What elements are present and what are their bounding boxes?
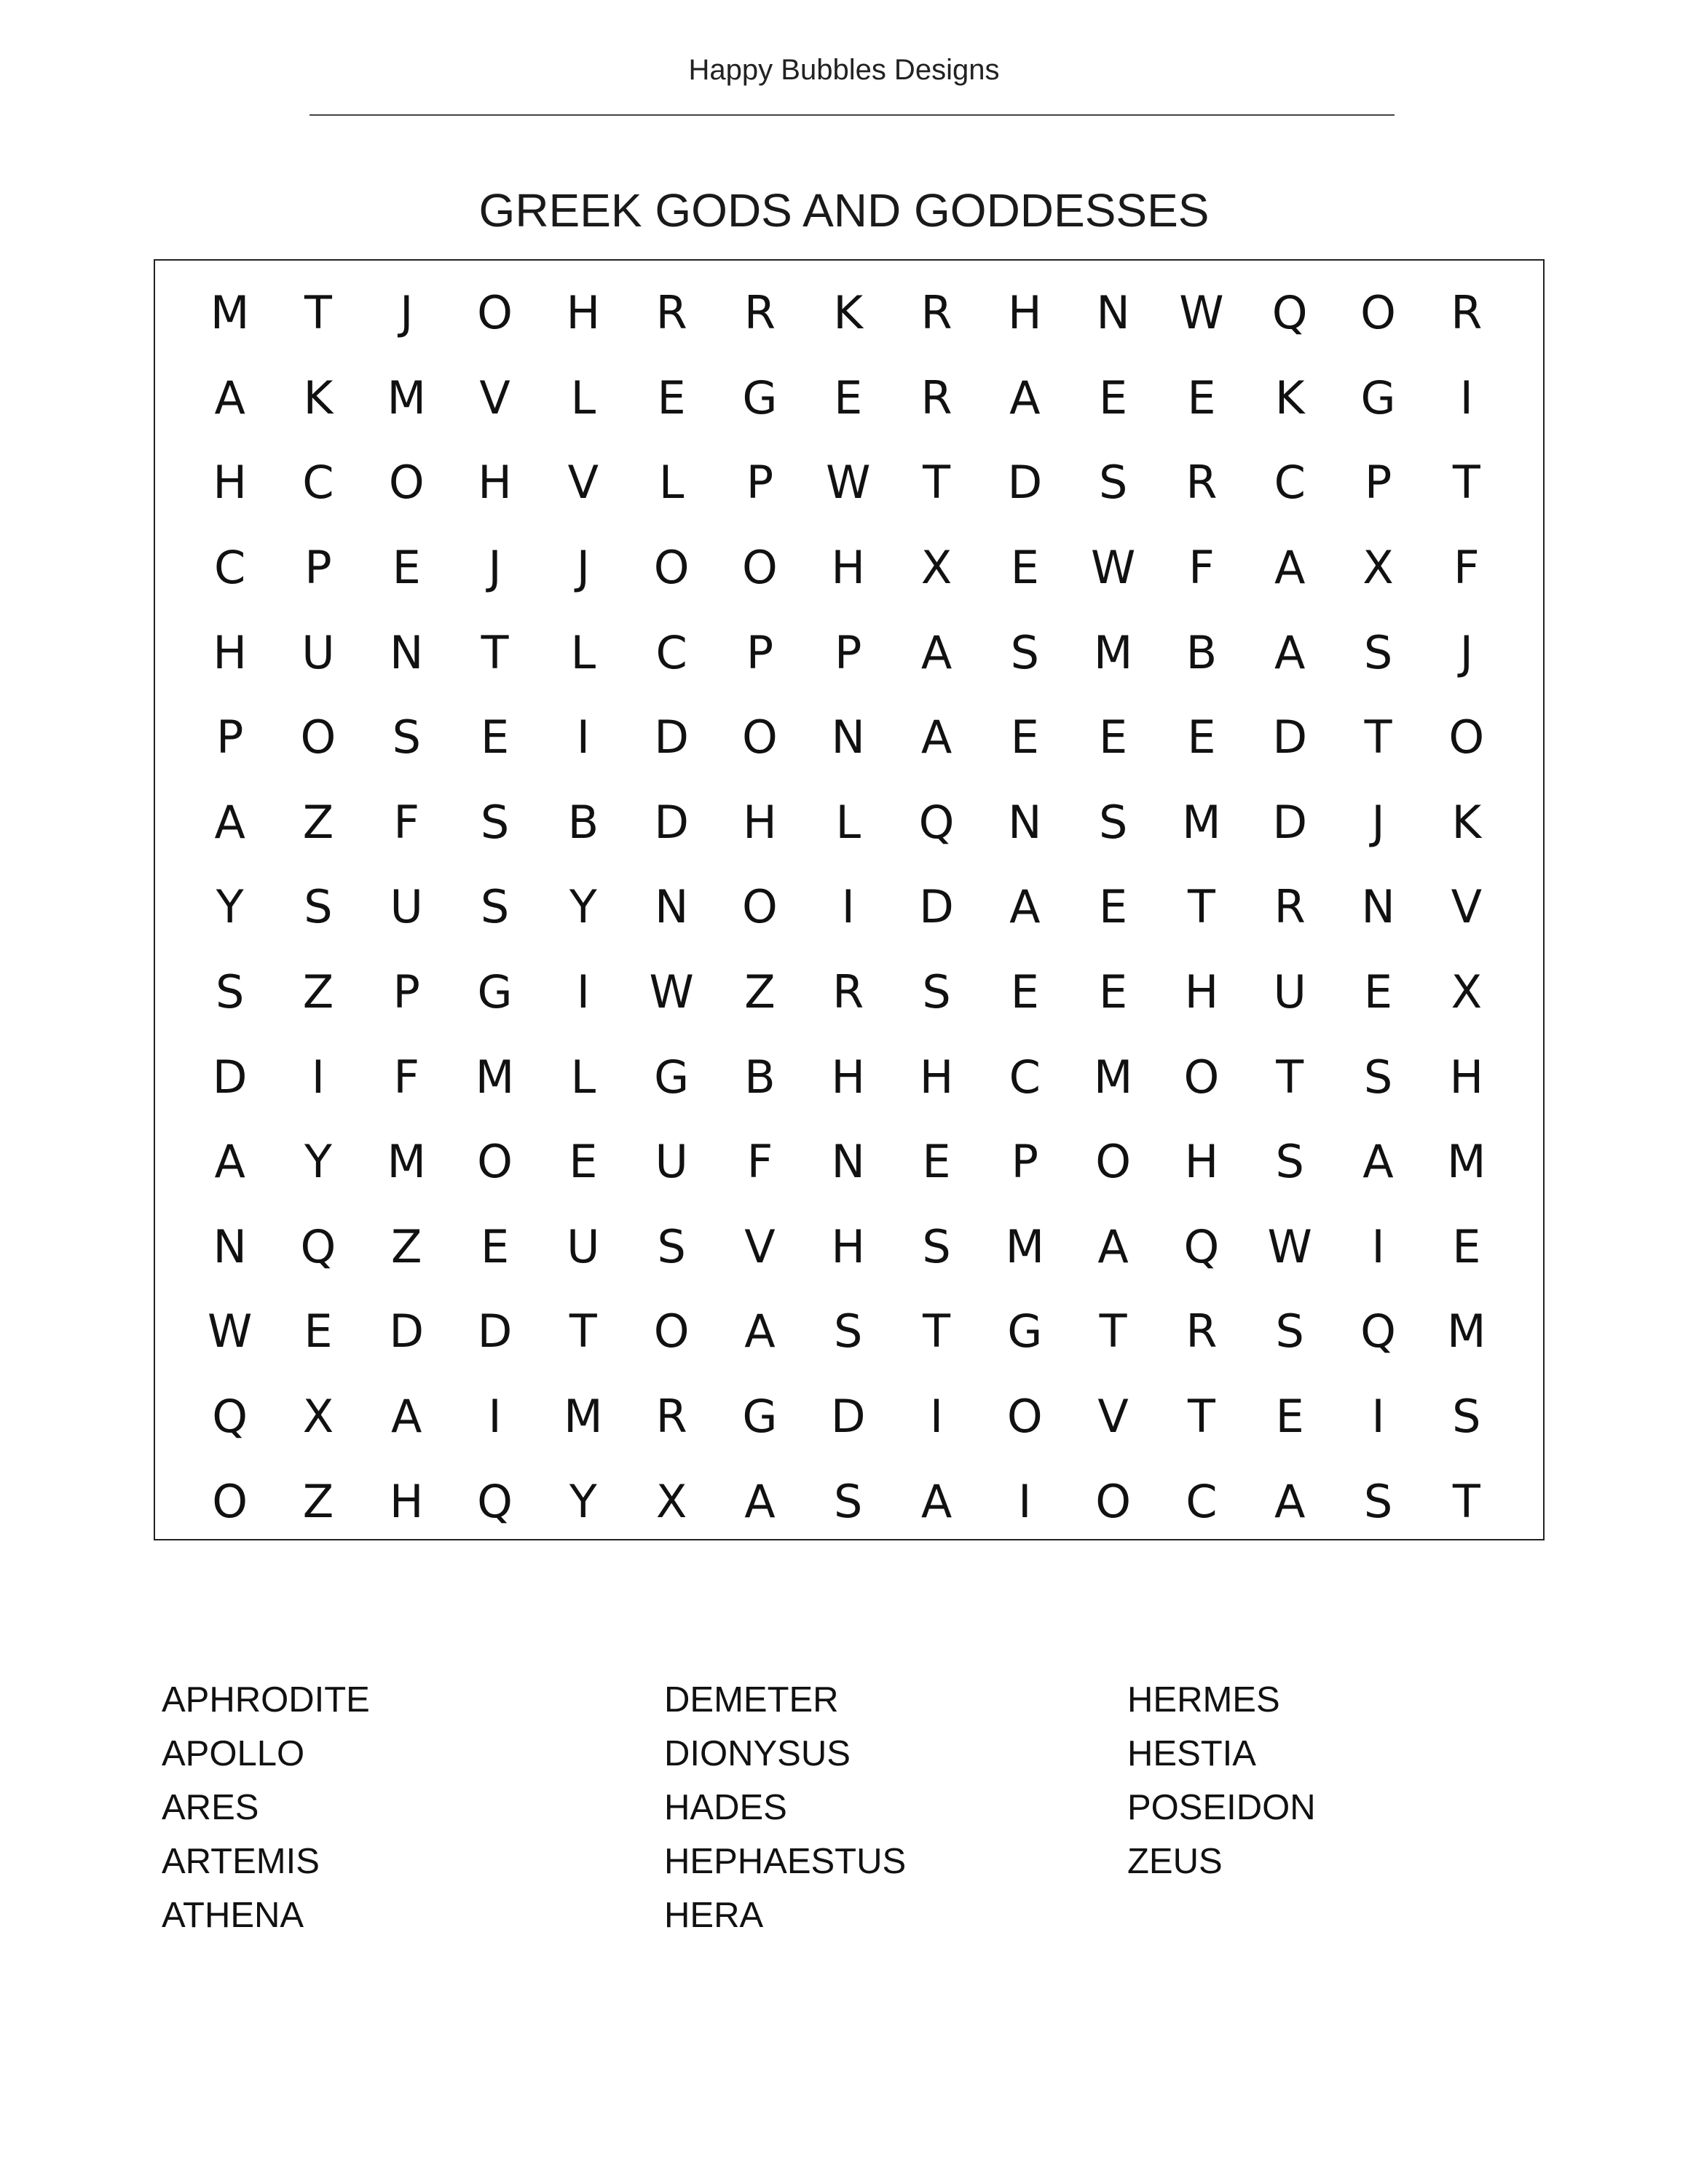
grid-letter[interactable]: Z: [744, 965, 776, 1019]
grid-letter[interactable]: A: [1009, 880, 1041, 934]
grid-letter[interactable]: I: [1459, 371, 1473, 424]
word-list-item: POSEIDON: [1127, 1788, 1316, 1827]
grid-letter[interactable]: R: [655, 286, 687, 340]
grid-letter[interactable]: R: [832, 965, 864, 1019]
grid-letter[interactable]: P: [746, 625, 774, 679]
grid-letter[interactable]: I: [311, 1050, 326, 1104]
grid-letter[interactable]: K: [1274, 371, 1305, 424]
grid-letter[interactable]: E: [569, 1135, 598, 1189]
grid-letter[interactable]: D: [477, 1305, 513, 1358]
grid-letter[interactable]: W: [1179, 286, 1224, 340]
grid-letter[interactable]: A: [1362, 1135, 1394, 1189]
grid-letter[interactable]: H: [831, 1219, 866, 1273]
grid-letter[interactable]: O: [1448, 711, 1485, 764]
grid-letter[interactable]: G: [654, 1050, 690, 1104]
grid-letter[interactable]: M: [1093, 625, 1133, 679]
grid-letter[interactable]: W: [207, 1305, 253, 1358]
grid-letter[interactable]: P: [216, 711, 244, 764]
grid-letter[interactable]: K: [833, 286, 864, 340]
grid-letter[interactable]: P: [746, 456, 774, 510]
grid-letter[interactable]: R: [655, 1390, 687, 1444]
grid-letter[interactable]: S: [1275, 1135, 1304, 1189]
grid-letter[interactable]: A: [1009, 371, 1041, 424]
grid-letter[interactable]: T: [569, 1305, 597, 1358]
grid-letter[interactable]: O: [300, 711, 336, 764]
grid-letter[interactable]: C: [655, 625, 687, 679]
grid-letter[interactable]: D: [212, 1050, 248, 1104]
grid-letter[interactable]: L: [658, 456, 685, 510]
grid-letter[interactable]: I: [929, 1390, 944, 1444]
grid-letter[interactable]: S: [1363, 625, 1393, 679]
grid-letter[interactable]: A: [920, 625, 953, 679]
grid-letter[interactable]: M: [1447, 1305, 1486, 1358]
grid-letter[interactable]: U: [390, 880, 423, 934]
grid-letter[interactable]: R: [744, 286, 776, 340]
grid-letter[interactable]: J: [400, 286, 414, 340]
word-list-column-3: [1127, 1673, 1316, 1888]
grid-letter[interactable]: U: [301, 625, 335, 679]
grid-letter[interactable]: T: [1187, 1390, 1215, 1444]
grid-letter[interactable]: V: [567, 456, 599, 510]
grid-letter[interactable]: N: [831, 711, 865, 764]
grid-letter[interactable]: O: [477, 286, 513, 340]
grid-letter[interactable]: H: [831, 1050, 866, 1104]
grid-letter[interactable]: M: [387, 1135, 426, 1189]
grid-letter[interactable]: T: [1452, 1474, 1480, 1528]
grid-letter[interactable]: H: [213, 625, 247, 679]
grid-letter[interactable]: S: [1363, 1050, 1393, 1104]
grid-letter[interactable]: S: [392, 711, 421, 764]
grid-letter[interactable]: P: [1364, 456, 1392, 510]
grid-letter[interactable]: Q: [1360, 1305, 1396, 1358]
grid-letter[interactable]: Z: [391, 1219, 422, 1273]
grid-letter[interactable]: G: [1360, 371, 1396, 424]
grid-letter[interactable]: I: [576, 965, 590, 1019]
grid-letter[interactable]: B: [1186, 625, 1218, 679]
grid-letter[interactable]: W: [1267, 1219, 1312, 1273]
grid-letter[interactable]: H: [478, 456, 512, 510]
grid-letter[interactable]: E: [834, 371, 863, 424]
grid-letter[interactable]: S: [304, 880, 333, 934]
grid-letter[interactable]: M: [1182, 795, 1221, 849]
grid-letter[interactable]: D: [389, 1305, 425, 1358]
grid-letter[interactable]: A: [1274, 625, 1306, 679]
word-list-item: HERMES: [1127, 1680, 1280, 1720]
word-list-item: HESTIA: [1127, 1734, 1256, 1773]
grid-letter[interactable]: H: [566, 286, 601, 340]
grid-letter[interactable]: S: [922, 1219, 951, 1273]
grid-letter[interactable]: V: [1451, 880, 1483, 934]
grid-letter[interactable]: M: [475, 1050, 515, 1104]
grid-letter[interactable]: Q: [300, 1219, 336, 1273]
brand-header: Happy Bubbles Designs: [688, 54, 1000, 86]
grid-letter[interactable]: E: [480, 1219, 510, 1273]
grid-letter[interactable]: H: [831, 541, 866, 595]
grid-letter[interactable]: N: [1096, 286, 1130, 340]
grid-letter[interactable]: I: [1018, 1474, 1032, 1528]
grid-letter[interactable]: N: [1008, 795, 1042, 849]
grid-letter[interactable]: E: [1099, 711, 1128, 764]
grid-letter[interactable]: P: [393, 965, 420, 1019]
grid-letter[interactable]: R: [920, 286, 953, 340]
grid-letter[interactable]: J: [1459, 625, 1473, 679]
grid-letter[interactable]: A: [391, 1390, 422, 1444]
grid-letter[interactable]: M: [1093, 1050, 1133, 1104]
grid-letter[interactable]: Y: [304, 1135, 332, 1189]
grid-letter[interactable]: E: [392, 541, 421, 595]
grid-letter[interactable]: N: [1361, 880, 1395, 934]
grid-letter[interactable]: E: [1010, 965, 1039, 1019]
grid-letter[interactable]: T: [481, 625, 509, 679]
grid-letter[interactable]: X: [1362, 541, 1394, 595]
grid-letter[interactable]: O: [1095, 1135, 1132, 1189]
word-list-item: DIONYSUS: [664, 1734, 851, 1773]
grid-letter[interactable]: B: [567, 795, 599, 849]
grid-letter[interactable]: C: [1009, 1050, 1041, 1104]
grid-letter[interactable]: D: [654, 795, 689, 849]
grid-letter[interactable]: T: [1364, 711, 1392, 764]
grid-letter[interactable]: A: [1274, 1474, 1306, 1528]
header-divider: [309, 114, 1395, 116]
grid-letter[interactable]: R: [1274, 880, 1306, 934]
word-list-item: ARTEMIS: [162, 1842, 320, 1881]
grid-letter[interactable]: T: [304, 286, 332, 340]
grid-letter[interactable]: O: [653, 541, 690, 595]
grid-letter[interactable]: N: [213, 1219, 247, 1273]
word-list-column-2: [664, 1673, 906, 1942]
grid-letter[interactable]: S: [215, 965, 245, 1019]
grid-letter[interactable]: A: [214, 795, 245, 849]
grid-letter[interactable]: H: [1008, 286, 1042, 340]
grid-letter[interactable]: J: [488, 541, 502, 595]
grid-letter[interactable]: I: [1371, 1219, 1385, 1273]
grid-letter[interactable]: E: [1010, 541, 1039, 595]
grid-letter[interactable]: F: [393, 1050, 420, 1104]
word-list-item: HERA: [664, 1896, 764, 1935]
grid-letter[interactable]: Q: [477, 1474, 513, 1528]
grid-letter[interactable]: S: [834, 1305, 863, 1358]
grid-letter[interactable]: E: [304, 1305, 333, 1358]
grid-letter[interactable]: D: [919, 880, 954, 934]
grid-letter[interactable]: E: [1187, 711, 1216, 764]
grid-letter[interactable]: N: [390, 625, 424, 679]
word-list-item: HADES: [664, 1788, 787, 1827]
grid-letter[interactable]: D: [1272, 795, 1308, 849]
grid-letter[interactable]: Y: [216, 880, 244, 934]
grid-letter[interactable]: E: [1010, 711, 1039, 764]
grid-letter[interactable]: Q: [918, 795, 955, 849]
grid-letter[interactable]: W: [1090, 541, 1136, 595]
grid-letter[interactable]: F: [1453, 541, 1480, 595]
grid-letter[interactable]: C: [1274, 456, 1306, 510]
grid-letter[interactable]: O: [1183, 1050, 1220, 1104]
grid-letter[interactable]: H: [919, 1050, 954, 1104]
grid-letter[interactable]: A: [920, 1474, 953, 1528]
grid-letter[interactable]: A: [214, 1135, 245, 1189]
grid-letter[interactable]: W: [826, 456, 871, 510]
grid-letter[interactable]: Z: [302, 965, 334, 1019]
grid-letter[interactable]: U: [1273, 965, 1306, 1019]
grid-letter[interactable]: S: [1363, 1474, 1393, 1528]
grid-letter[interactable]: H: [1449, 1050, 1484, 1104]
grid-letter[interactable]: N: [831, 1135, 865, 1189]
grid-letter[interactable]: A: [214, 371, 245, 424]
grid-letter[interactable]: U: [567, 1219, 600, 1273]
grid-letter[interactable]: P: [835, 625, 862, 679]
grid-letter[interactable]: C: [214, 541, 246, 595]
grid-letter[interactable]: Q: [212, 1390, 248, 1444]
grid-letter[interactable]: S: [834, 1474, 863, 1528]
grid-letter[interactable]: V: [744, 1219, 776, 1273]
grid-letter[interactable]: R: [1451, 286, 1483, 340]
grid-letter[interactable]: W: [649, 965, 694, 1019]
grid-letter[interactable]: K: [303, 371, 334, 424]
grid-letter[interactable]: H: [389, 1474, 424, 1528]
grid-letter[interactable]: T: [1452, 456, 1480, 510]
grid-letter[interactable]: R: [1186, 1305, 1218, 1358]
grid-letter[interactable]: F: [746, 1135, 773, 1189]
grid-letter[interactable]: L: [570, 625, 596, 679]
grid-letter[interactable]: S: [480, 880, 510, 934]
grid-letter[interactable]: A: [744, 1474, 776, 1528]
word-list-item: HEPHAESTUS: [664, 1842, 907, 1881]
grid-letter[interactable]: Q: [1271, 286, 1308, 340]
grid-letter[interactable]: F: [393, 795, 420, 849]
grid-letter[interactable]: T: [923, 1305, 950, 1358]
word-list-item: ZEUS: [1127, 1842, 1223, 1881]
grid-letter[interactable]: G: [742, 1390, 778, 1444]
grid-letter[interactable]: D: [654, 711, 689, 764]
grid-letter[interactable]: E: [657, 371, 686, 424]
grid-letter[interactable]: P: [304, 541, 332, 595]
grid-letter[interactable]: S: [657, 1219, 686, 1273]
grid-letter[interactable]: U: [655, 1135, 688, 1189]
grid-letter[interactable]: H: [743, 795, 777, 849]
grid-letter[interactable]: S: [1275, 1305, 1304, 1358]
grid-letter[interactable]: Z: [302, 795, 334, 849]
grid-letter[interactable]: X: [302, 1390, 334, 1444]
grid-letter[interactable]: G: [742, 371, 778, 424]
grid-letter[interactable]: O: [1006, 1390, 1043, 1444]
grid-letter[interactable]: I: [488, 1390, 502, 1444]
grid-letter[interactable]: S: [1098, 456, 1128, 510]
grid-letter[interactable]: I: [1371, 1390, 1385, 1444]
grid-letter[interactable]: I: [841, 880, 855, 934]
word-list-column-1: [162, 1673, 370, 1942]
grid-letter[interactable]: A: [744, 1305, 776, 1358]
grid-letter[interactable]: L: [570, 1050, 596, 1104]
grid-letter[interactable]: E: [1452, 1219, 1481, 1273]
word-list-item: ATHENA: [162, 1896, 304, 1935]
grid-letter[interactable]: M: [387, 371, 426, 424]
grid-letter[interactable]: S: [480, 795, 510, 849]
grid-letter[interactable]: E: [1099, 965, 1128, 1019]
grid-letter[interactable]: S: [1098, 795, 1128, 849]
grid-letter[interactable]: S: [1452, 1390, 1481, 1444]
grid-letter[interactable]: V: [479, 371, 510, 424]
grid-letter[interactable]: T: [923, 456, 950, 510]
grid-letter[interactable]: A: [920, 711, 953, 764]
grid-letter[interactable]: Q: [1183, 1219, 1220, 1273]
grid-letter[interactable]: D: [1272, 711, 1308, 764]
grid-letter[interactable]: B: [744, 1050, 776, 1104]
grid-letter[interactable]: J: [576, 541, 590, 595]
grid-letter[interactable]: Y: [569, 1474, 597, 1528]
grid-letter[interactable]: E: [1099, 371, 1128, 424]
grid-letter[interactable]: Y: [569, 880, 597, 934]
grid-letter[interactable]: E: [480, 711, 510, 764]
grid-letter[interactable]: E: [1099, 880, 1128, 934]
grid-letter[interactable]: E: [922, 1135, 951, 1189]
grid-letter[interactable]: E: [1363, 965, 1393, 1019]
grid-letter[interactable]: A: [1274, 541, 1306, 595]
grid-letter[interactable]: G: [1007, 1305, 1043, 1358]
grid-letter[interactable]: N: [654, 880, 689, 934]
grid-letter[interactable]: X: [655, 1474, 687, 1528]
letter-grid: [186, 271, 1511, 1548]
grid-letter[interactable]: L: [835, 795, 861, 849]
grid-letter[interactable]: D: [1007, 456, 1043, 510]
grid-letter[interactable]: T: [1276, 1050, 1304, 1104]
grid-letter[interactable]: K: [1451, 795, 1482, 849]
grid-letter[interactable]: X: [920, 541, 953, 595]
grid-letter[interactable]: H: [1184, 1135, 1219, 1189]
grid-letter[interactable]: O: [1360, 286, 1396, 340]
grid-letter[interactable]: D: [830, 1390, 866, 1444]
grid-letter[interactable]: C: [302, 456, 334, 510]
grid-letter[interactable]: L: [570, 371, 596, 424]
grid-letter[interactable]: H: [213, 456, 247, 510]
word-list-item: APHRODITE: [162, 1680, 370, 1720]
grid-letter[interactable]: O: [742, 711, 778, 764]
grid-letter[interactable]: O: [388, 456, 425, 510]
grid-letter[interactable]: E: [1275, 1390, 1304, 1444]
word-list-item: ARES: [162, 1788, 259, 1827]
grid-letter[interactable]: H: [1184, 965, 1219, 1019]
grid-letter[interactable]: Z: [302, 1474, 334, 1528]
grid-letter[interactable]: A: [1097, 1219, 1129, 1273]
grid-letter[interactable]: I: [576, 711, 590, 764]
grid-letter[interactable]: S: [1010, 625, 1039, 679]
grid-letter[interactable]: M: [564, 1390, 603, 1444]
grid-letter[interactable]: C: [1186, 1474, 1218, 1528]
grid-letter[interactable]: M: [210, 286, 250, 340]
grid-letter[interactable]: O: [742, 880, 778, 934]
word-list-item: DEMETER: [664, 1680, 839, 1720]
grid-letter[interactable]: M: [1005, 1219, 1045, 1273]
word-list-item: APOLLO: [162, 1734, 305, 1773]
grid-letter[interactable]: O: [212, 1474, 248, 1528]
grid-letter[interactable]: O: [477, 1135, 513, 1189]
grid-letter[interactable]: T: [1099, 1305, 1127, 1358]
grid-letter[interactable]: M: [1447, 1135, 1486, 1189]
puzzle-title: GREEK GODS AND GODDESSES: [478, 184, 1210, 237]
grid-letter[interactable]: X: [1451, 965, 1483, 1019]
grid-letter[interactable]: T: [1187, 880, 1215, 934]
grid-letter[interactable]: R: [1186, 456, 1218, 510]
grid-letter[interactable]: S: [922, 965, 951, 1019]
grid-letter[interactable]: E: [1187, 371, 1216, 424]
grid-letter[interactable]: J: [1371, 795, 1385, 849]
grid-letter[interactable]: G: [477, 965, 513, 1019]
grid-letter[interactable]: R: [920, 371, 953, 424]
grid-letter[interactable]: P: [1011, 1135, 1039, 1189]
grid-letter[interactable]: O: [742, 541, 778, 595]
grid-letter[interactable]: O: [653, 1305, 690, 1358]
grid-letter[interactable]: O: [1095, 1474, 1132, 1528]
grid-letter[interactable]: F: [1188, 541, 1215, 595]
grid-letter[interactable]: V: [1097, 1390, 1129, 1444]
